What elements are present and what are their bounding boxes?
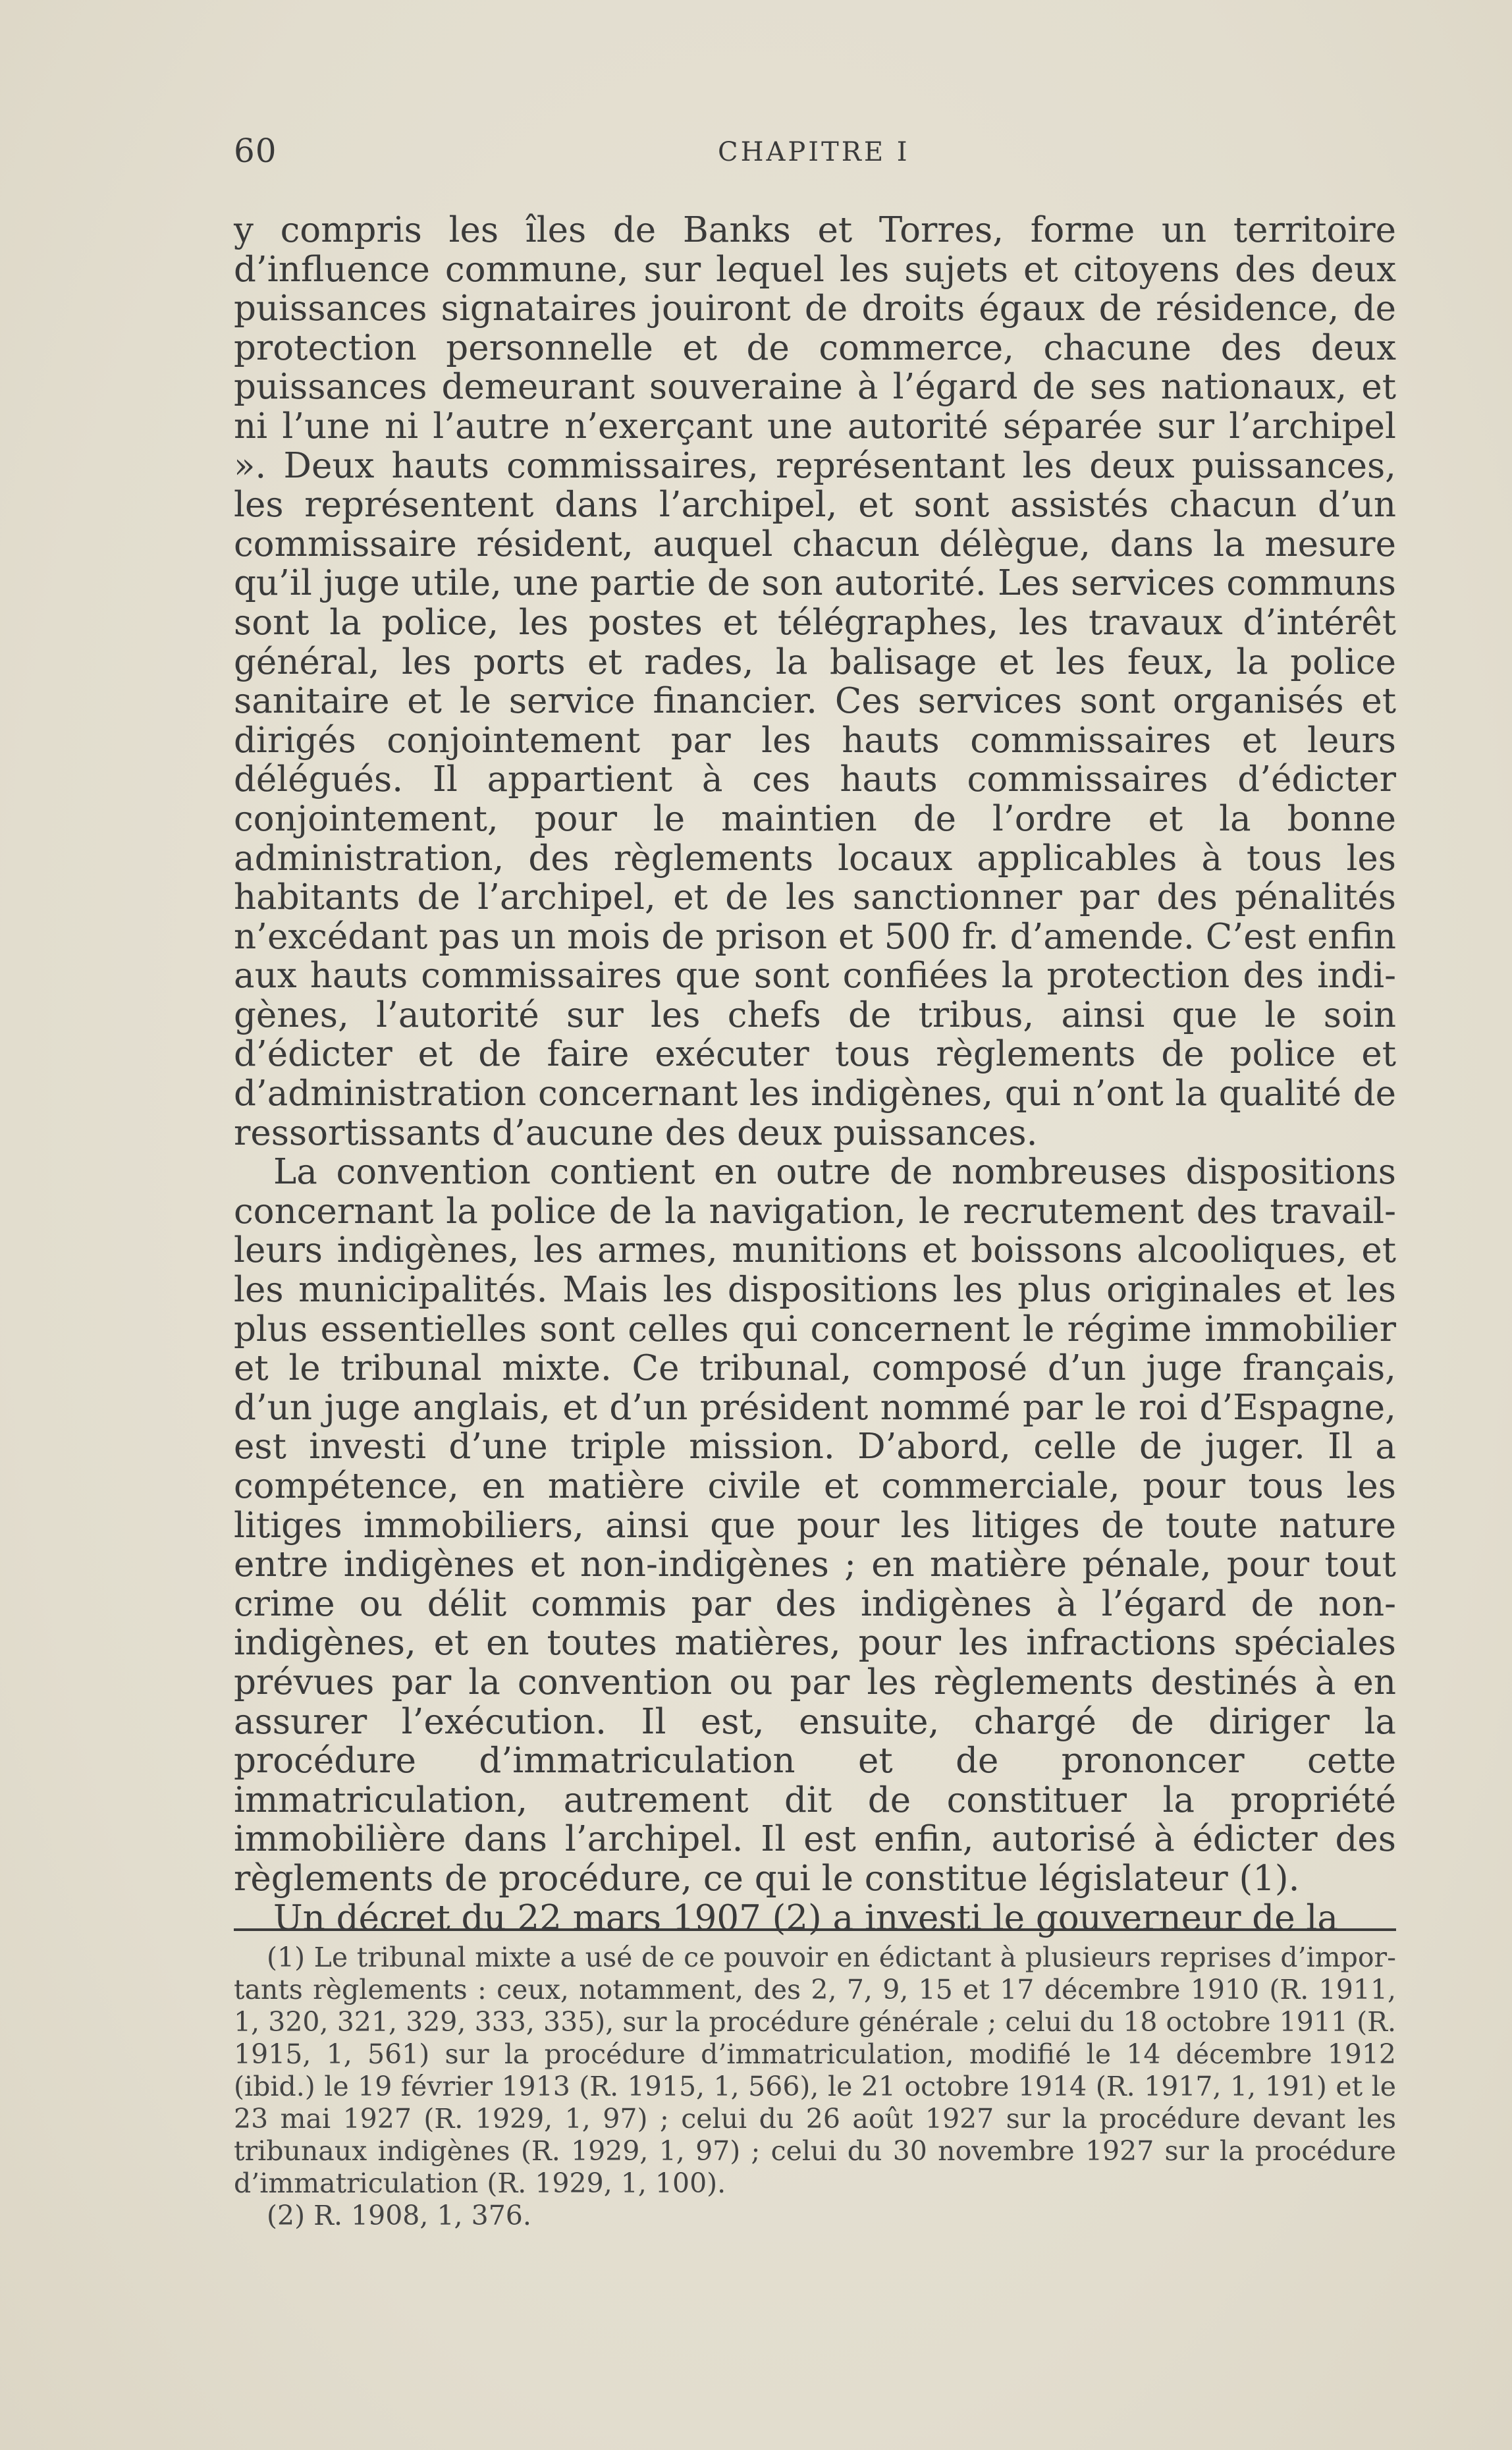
footnote: (1) Le tribunal mixte a usé de ce pouvoir en édictant à plusieurs reprises d’importants règlements : ceux, notamment, des 2, 7, 9, 15 et 17 décembre 1910 (R. 1911, 1, 320, 321, 329, 333, 335), sur la procédure générale ; celui du 18 octobre 1911 (R. 1915, 1, 561) sur la procédure d’immatriculation, modifié le 14 décembre 1912 (ibid.) le 19 février 1913 (R. 1915, 1, 566), le 21 octobre 1914 (R. 1917, 1, 191) et le 23 mai 1927 (R. 1929, 1, 97) ; celui du 26 août 1927 sur la procédure devant les tribunaux indigènes (R. 1929, 1, 97) ; celui du 30 novembre 1927 sur la procédure d’immatriculation (R. 1929, 1, 100).: [234, 1942, 1396, 2199]
paragraph: La convention contient en outre de nombreuses dispositions concernant la police de la navigation, le recrutement des travailleurs indigènes, les armes, munitions et boissons alcooliques, et les municipalités. Mais les dispositions les plus originales et les plus essentielles sont celles qui concernent le régime immobilier et le tribunal mixte. Ce tribunal, composé d’un juge français, d’un juge anglais, et d’un président nommé par le roi d’Espagne, est investi d’une triple mission. D’abord, celle de juger. Il a compétence, en matière civile et commerciale, pour tous les litiges immobiliers, ainsi que pour les litiges de toute nature entre indigènes et non-indigènes ; en matière pénale, pour tout crime ou délit commis par des indigènes à l’égard de non-indigènes, et en toutes matières, pour les infractions spéciales prévues par la convention ou par les règlements destinés à en assurer l’exécution. Il est, ensuite, chargé de diriger la procédure d’immatriculation et de prononcer cette immatriculation, autrement dit de constituer la propriété immobilière dans l’archipel. Il est enfin, autorisé à édicter des règlements de procédure, ce qui le constitue législateur (1).: [234, 1152, 1396, 1899]
paragraph: y compris les îles de Banks et Torres, forme un territoire d’influence commune, sur lequel les sujets et citoyens des deux puissances signataires jouiront de droits égaux de résidence, de protection personnelle et de commerce, chacune des deux puissances demeurant souveraine à l’égard de ses nationaux, et ni l’une ni l’autre n’exerçant une autorité séparée sur l’archipel ». Deux hauts commissaires, représentant les deux puissances, les représentent dans l’archipel, et sont assistés chacun d’un commissaire résident, auquel chacun délègue, dans la mesure qu’il juge utile, une partie de son autorité. Les services communs sont la police, les postes et télégraphes, les travaux d’intérêt général, les ports et rades, la balisage et les feux, la police sanitaire et le service financier. Ces services sont organisés et dirigés conjointement par les hauts commissaires et leurs délégués. Il appartient à ces hauts commissaires d’édicter conjointement, pour le maintien de l’ordre et la bonne administration, des règlements locaux applicables à tous les habitants de l’archipel, et de les sanctionner par des pénalités n’excédant pas un mois de prison et 500 fr. d’amende. C’est enfin aux hauts commissaires que sont confiées la protection des indigènes, l’autorité sur les chefs de tribus, ainsi que le soin d’édicter et de faire exécuter tous règlements de police et d’administration concernant les indigènes, qui n’ont la qualité de ressortissants d’aucune des deux puissances.: [234, 210, 1396, 1153]
paragraph: Un décret du 22 mars 1907 (2) a investi le gouverneur de la: [273, 1897, 1338, 1938]
body-text: [234, 211, 1396, 1938]
footnote: (2) R. 1908, 1, 376.: [267, 2200, 531, 2231]
page-header: [234, 132, 1396, 178]
page-number: 60: [234, 132, 277, 170]
footnotes: [234, 1942, 1396, 2232]
running-head: CHAPITRE I: [718, 137, 910, 167]
footnote-divider: [234, 1928, 1396, 1931]
